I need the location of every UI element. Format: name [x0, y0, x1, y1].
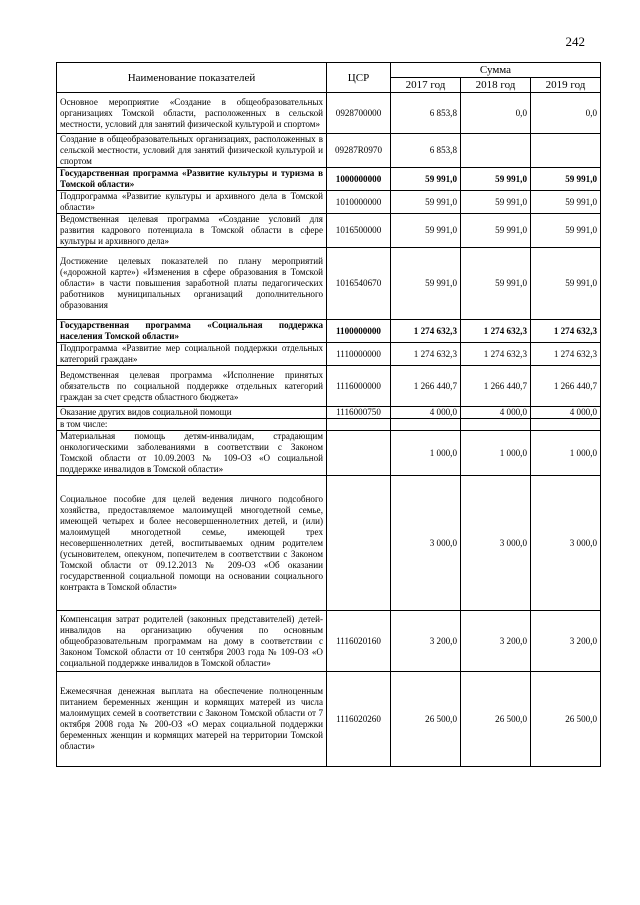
- row-code: 1116000750: [327, 407, 391, 419]
- row-value-2017: 1 266 440,7: [391, 366, 461, 407]
- row-value-2017: 1 274 632,3: [391, 320, 461, 343]
- row-name: Основное мероприятие «Создание в общеобразовательных организациях Томской области, расположенных в сельской местности, условий для занятий физической культурой и спортом»: [57, 93, 327, 134]
- row-name: Социальное пособие для целей ведения личного подсобного хозяйства, предоставляемое малоимущей многодетной семье, имеющей четырех и более несовершеннолетних детей, и (или) малоимущей многодетной семье, имеющей трех несовершеннолетних детей, воспитываемых одним родителем (усыновителем, опекуном, попечителем в соответствии с Законом Томской области от 09.12.2013 № 209-ОЗ «Об оказании государственной социальной помощи на основании социального контракта в Томской области»: [57, 476, 327, 611]
- row-value-2018: 3 200,0: [461, 611, 531, 672]
- row-code: 1016540670: [327, 248, 391, 320]
- row-value-2017: 1 274 632,3: [391, 343, 461, 366]
- row-value-2019: 59 991,0: [531, 248, 601, 320]
- row-code: 1110000000: [327, 343, 391, 366]
- header-year-2017: 2017 год: [391, 78, 461, 93]
- row-name: Компенсация затрат родителей (законных представителей) детей-инвалидов на организацию обучения по основным общеобразовательным программам на дому в соответствии с Законом Томской области от 10 сентября 2003 года № 109-ОЗ «О социальной поддержке инвалидов в Томской области»: [57, 611, 327, 672]
- row-value-2018: 1 000,0: [461, 431, 531, 476]
- header-sum: Сумма: [391, 63, 601, 78]
- row-name: Ежемесячная денежная выплата на обеспечение полноценным питанием беременных женщин и кормящих матерей из числа малоимущих семей в соответствии с Законом Томской области от 7 октября 2008 года № 200-ОЗ «О мерах социальной поддержки беременных женщин и кормящих матерей на территории Томской области»: [57, 672, 327, 767]
- table-row: [57, 93, 601, 134]
- page-number: 242: [565, 34, 585, 49]
- row-value-2019: 59 991,0: [531, 214, 601, 248]
- table-row: [57, 191, 601, 214]
- header-year-2019: 2019 год: [531, 78, 601, 93]
- row-value-2019: [531, 134, 601, 168]
- row-value-2019: 59 991,0: [531, 191, 601, 214]
- row-value-2017: [391, 419, 461, 431]
- header-name: Наименование показателей: [57, 63, 327, 93]
- row-value-2018: 1 274 632,3: [461, 343, 531, 366]
- table-row: [57, 431, 601, 476]
- header-year-2018: 2018 год: [461, 78, 531, 93]
- row-name: Государственная программа «Социальная поддержка населения Томской области»: [57, 320, 327, 343]
- table-row: [57, 320, 601, 343]
- row-name: Подпрограмма «Развитие культуры и архивного дела в Томской области»: [57, 191, 327, 214]
- table-row: [57, 248, 601, 320]
- table-row: [57, 407, 601, 419]
- row-value-2017: 6 853,8: [391, 134, 461, 168]
- row-code: 1100000000: [327, 320, 391, 343]
- table-row: [57, 366, 601, 407]
- row-value-2019: 4 000,0: [531, 407, 601, 419]
- row-value-2019: 59 991,0: [531, 168, 601, 191]
- row-value-2017: 59 991,0: [391, 248, 461, 320]
- row-value-2018: 26 500,0: [461, 672, 531, 767]
- budget-table-body: [57, 93, 601, 767]
- row-code: 1000000000: [327, 168, 391, 191]
- row-value-2018: [461, 419, 531, 431]
- row-code: 1116020160: [327, 611, 391, 672]
- budget-table: [56, 62, 601, 767]
- table-row: [57, 343, 601, 366]
- row-code: 1116020260: [327, 672, 391, 767]
- row-value-2017: 59 991,0: [391, 214, 461, 248]
- row-value-2019: 1 274 632,3: [531, 343, 601, 366]
- row-value-2018: [461, 134, 531, 168]
- row-value-2018: 59 991,0: [461, 168, 531, 191]
- row-value-2018: 59 991,0: [461, 214, 531, 248]
- row-value-2018: 1 274 632,3: [461, 320, 531, 343]
- table-row: [57, 134, 601, 168]
- row-code: 0928700000: [327, 93, 391, 134]
- row-name: Создание в общеобразовательных организациях, расположенных в сельской местности, условий для занятий физической культурой и спортом: [57, 134, 327, 168]
- row-name: Подпрограмма «Развитие мер социальной поддержки отдельных категорий граждан»: [57, 343, 327, 366]
- row-value-2018: 59 991,0: [461, 191, 531, 214]
- table-row: [57, 672, 601, 767]
- row-value-2017: 3 200,0: [391, 611, 461, 672]
- header-row: [57, 63, 601, 78]
- row-name: Государственная программа «Развитие культуры и туризма в Томской области»: [57, 168, 327, 191]
- row-value-2019: 26 500,0: [531, 672, 601, 767]
- row-name: в том числе:: [57, 419, 327, 431]
- row-code: 09287R0970: [327, 134, 391, 168]
- row-value-2017: 4 000,0: [391, 407, 461, 419]
- row-value-2019: 1 266 440,7: [531, 366, 601, 407]
- row-value-2019: [531, 419, 601, 431]
- row-value-2018: 59 991,0: [461, 248, 531, 320]
- table-row: [57, 476, 601, 611]
- row-value-2019: 0,0: [531, 93, 601, 134]
- row-code: 1116000000: [327, 366, 391, 407]
- row-code: 1010000000: [327, 191, 391, 214]
- row-value-2018: 1 266 440,7: [461, 366, 531, 407]
- table-row: [57, 611, 601, 672]
- row-value-2017: 59 991,0: [391, 168, 461, 191]
- row-value-2018: 0,0: [461, 93, 531, 134]
- row-name: Оказание других видов социальной помощи: [57, 407, 327, 419]
- row-code: [327, 431, 391, 476]
- row-name: Достижение целевых показателей по плану мероприятий («дорожной карте») «Изменения в сфере образования в Томской области» в части повышения заработной платы педагогических работников муниципальных организаций дополнительного образования: [57, 248, 327, 320]
- row-code: [327, 476, 391, 611]
- table-row: [57, 214, 601, 248]
- row-value-2017: 59 991,0: [391, 191, 461, 214]
- row-value-2019: 3 000,0: [531, 476, 601, 611]
- row-value-2019: 1 274 632,3: [531, 320, 601, 343]
- row-value-2017: 3 000,0: [391, 476, 461, 611]
- row-value-2017: 1 000,0: [391, 431, 461, 476]
- row-code: [327, 419, 391, 431]
- row-value-2019: 1 000,0: [531, 431, 601, 476]
- row-name: Ведомственная целевая программа «Создание условий для развития кадрового потенциала в Томской области в сфере культуры и архивного дела»: [57, 214, 327, 248]
- row-name: Ведомственная целевая программа «Исполнение принятых обязательств по социальной поддержке отдельных категорий граждан за счет средств областного бюджета»: [57, 366, 327, 407]
- row-value-2019: 3 200,0: [531, 611, 601, 672]
- table-row: [57, 168, 601, 191]
- row-code: 1016500000: [327, 214, 391, 248]
- row-value-2018: 3 000,0: [461, 476, 531, 611]
- row-value-2018: 4 000,0: [461, 407, 531, 419]
- header-code: ЦСР: [327, 63, 391, 93]
- row-value-2017: 6 853,8: [391, 93, 461, 134]
- row-value-2017: 26 500,0: [391, 672, 461, 767]
- table-row: [57, 419, 601, 431]
- row-name: Материальная помощь детям-инвалидам, страдающим онкологическими заболеваниями в соответствии с Законом Томской области от 10.09.2003 № 109-ОЗ «О социальной поддержке инвалидов в Томской области»: [57, 431, 327, 476]
